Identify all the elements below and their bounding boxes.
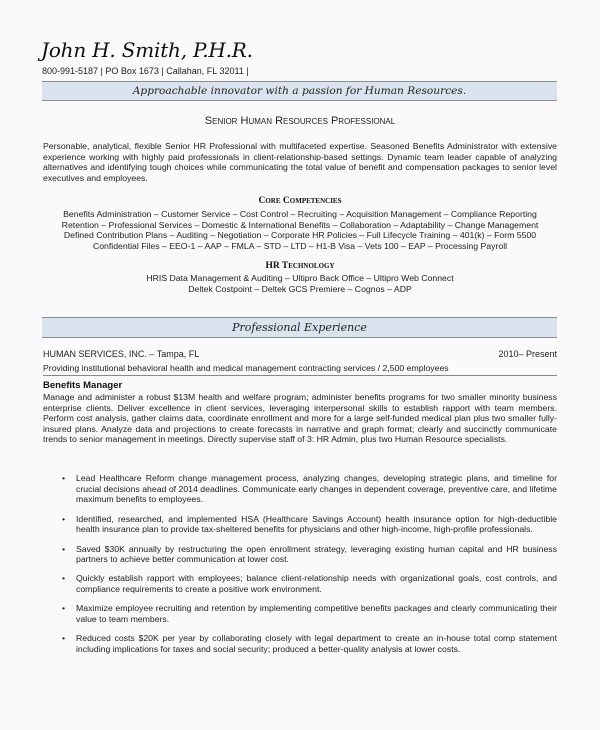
achievement-item: • Quickly establish rapport with employees; balance client-relationship needs with organizational goals, cost controls, and compliance requirements to create a positive work environment. bbox=[62, 573, 557, 595]
bullet-icon: • bbox=[62, 633, 66, 644]
summary-text: Personable, analytical, flexible Senior HR Professional with multifaceted expertise. Seasoned Benefits Administrator with extensive experience working with highly paid professionals in client-relationship-based settings. Dynamic team leader capable of analyzing alternatives and identifying tough choices while communicating the total value of benefit and compensation packages to senior level executives and employees. bbox=[43, 141, 557, 183]
bullet-icon: • bbox=[62, 603, 66, 614]
core-competencies-heading: Core Competencies bbox=[258, 196, 342, 206]
technology-line: HRIS Data Management & Auditing – Ultipro Back Office – Ultipro Web Connect bbox=[146, 273, 454, 283]
hr-technology-heading: HR Technology bbox=[265, 261, 335, 271]
bullet-icon: • bbox=[62, 473, 66, 483]
hr-technology-list bbox=[0, 273, 600, 294]
achievement-item: • Identified, researched, and implemented HSA (Healthcare Savings Account) health insurance option for high-deductible health insurance plan to provide tax-sheltered benefits for physicians and other high-income, high-profile professionals. bbox=[62, 513, 557, 535]
competency-line: Retention – Professional Services – Domestic & International Benefits – Collaboration – Adaptability – Change Management bbox=[61, 219, 539, 230]
competency-line: Confidential Files – EEO-1 – AAP – FMLA – STD – LTD – H1-B Visa – Vets 100 – EAP – Processing Payroll bbox=[92, 241, 508, 252]
competency-line: Defined Contribution Plans – Auditing – Negotiation – Corporate HR Policies – Full Lifecycle Training – 401(k) – Form 5500 bbox=[63, 230, 537, 241]
company-name: HUMAN SERVICES, INC. – Tampa, FL bbox=[43, 349, 200, 359]
achievement-list bbox=[62, 473, 557, 663]
job-title: Benefits Manager bbox=[43, 380, 123, 391]
competency-line: Benefits Administration – Customer Service – Cost Control – Recruiting – Acquisition Management – Compliance Reporting bbox=[63, 209, 537, 219]
summary-title: Senior Human Resources Professional bbox=[204, 115, 396, 127]
bullet-icon: • bbox=[62, 513, 66, 524]
experience-banner: Professional Experience bbox=[42, 317, 557, 338]
technology-line: Deltek Costpoint – Deltek GCS Premiere – Cognos – ADP bbox=[188, 283, 412, 294]
job-summary: Manage and administer a robust $13M health and welfare program; administer benefits programs for two smaller minority business enterprise clients. Deliver excellence in client services, leveraging interpersonal skills to establish rapport with team members. Perform cost analysis, gather claims data, coordinate enrollment and more for a large self-funded medical plan plus two smaller fully-insured plans. Analyze data and projections to create forecasts in narrative and graph format; clearly and succinctly communicate trends to senior management in meetings. Directly supervise staff of 3: HR Admin, plus two Human Resource specialists. bbox=[43, 392, 557, 444]
employment-dates: 2010– Present bbox=[498, 349, 557, 359]
company-description: Providing institutional behavioral health and medical management contracting services / 2,500 employees bbox=[43, 363, 557, 376]
achievement-item: • Maximize employee recruiting and retention by implementing competitive benefits packages and clearly communicating their value to team members. bbox=[62, 603, 557, 625]
bullet-icon: • bbox=[62, 543, 66, 554]
bullet-icon: • bbox=[62, 573, 66, 584]
tagline-banner: Approachable innovator with a passion for Human Resources. bbox=[42, 81, 557, 101]
candidate-name: John H. Smith, P.H.R. bbox=[41, 38, 253, 62]
core-competencies-list bbox=[0, 209, 600, 252]
achievement-item: • Lead Healthcare Reform change management process, analyzing changes, developing strategic plans, and timeline for crucial decisions ahead of 2014 deadlines. Communicate early changes in dependent coverage, preventive care, and lifetime maximum benefits to employees. bbox=[62, 473, 557, 505]
achievement-item: • Reduced costs $20K per year by collaborating closely with legal department to create an in-house total comp statement including implications for taxes and social security; produced a better-quality analysis at lower costs. bbox=[62, 633, 557, 654]
contact-info: 800-991-5187 | PO Box 1673 | Callahan, FL 32011 | bbox=[42, 66, 249, 76]
achievement-item: • Saved $30K annually by restructuring the open enrollment strategy, leveraging existing human capital and HR business partners to achieve better communication at lower cost. bbox=[62, 543, 557, 565]
